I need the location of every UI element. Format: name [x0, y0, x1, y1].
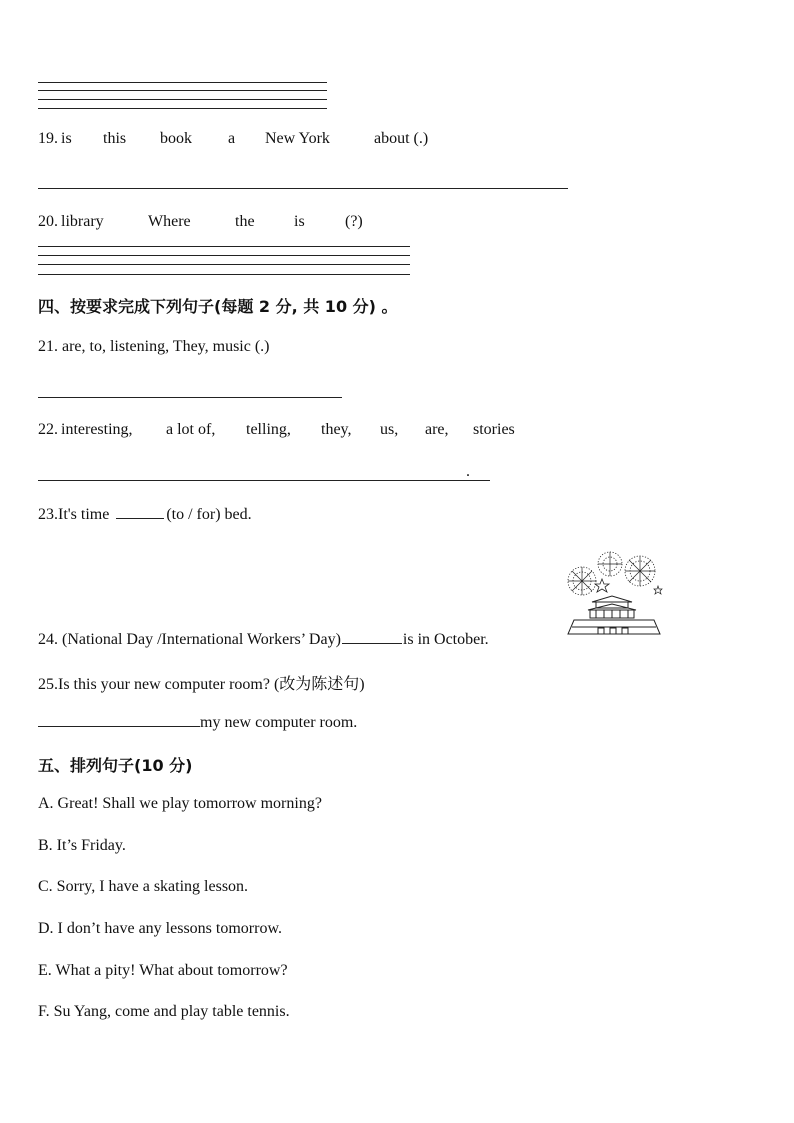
- answer-line[interactable]: [38, 274, 410, 275]
- word-chip: telling,: [246, 421, 291, 438]
- question-text: 24. (National Day /International Workers’ Day): [38, 631, 341, 648]
- word-chip: is: [294, 213, 305, 230]
- word-chip: are,: [425, 421, 449, 438]
- end-mark: .: [466, 463, 470, 480]
- option-f: F. Su Yang, come and play table tennis.: [38, 1003, 290, 1020]
- answer-line[interactable]: [38, 255, 410, 256]
- answer-25: [38, 712, 357, 732]
- word-chip: this: [103, 130, 127, 147]
- word-chip: (?): [345, 213, 363, 230]
- answer-line[interactable]: [38, 246, 410, 247]
- word-chip: book: [160, 130, 192, 147]
- word-chip: is: [61, 130, 72, 147]
- fireworks-tiananmen-picture: [562, 548, 666, 640]
- question-text: 23.It's time: [38, 506, 110, 523]
- word-chip: they,: [321, 421, 352, 438]
- answer-tail: my new computer room.: [200, 714, 358, 731]
- answer-line[interactable]: [38, 188, 568, 189]
- answer-line[interactable]: [38, 397, 342, 398]
- option-e: E. What a pity! What about tomorrow?: [38, 962, 288, 979]
- option-a: A. Great! Shall we play tomorrow morning?: [38, 795, 322, 812]
- answer-line[interactable]: [38, 264, 410, 265]
- fill-blank[interactable]: [116, 504, 164, 519]
- answer-line: [38, 82, 327, 83]
- word-chip: New York: [265, 130, 330, 147]
- word-chip: Where: [148, 213, 191, 230]
- answer-line[interactable]: [38, 480, 490, 481]
- question-number: 22.: [38, 421, 58, 438]
- question-23: [38, 504, 252, 524]
- word-chip: library: [61, 213, 104, 230]
- word-chip: us,: [380, 421, 399, 438]
- answer-line: [38, 90, 327, 91]
- question-25: 25.Is this your new computer room? (改为陈述句): [38, 676, 365, 693]
- fill-blank[interactable]: [342, 629, 402, 644]
- answer-line: [38, 99, 327, 100]
- section-4-title: 四、按要求完成下列句子(每题 2 分, 共 10 分) 。: [38, 297, 398, 316]
- word-chip: a lot of,: [166, 421, 216, 438]
- answer-line: [38, 108, 327, 109]
- question-text: is in October.: [402, 631, 489, 648]
- question-text: (to / for) bed.: [166, 506, 252, 523]
- word-chip: the: [235, 213, 255, 230]
- word-chip: about (.): [374, 130, 429, 147]
- word-chip: a: [228, 130, 236, 147]
- option-b: B. It’s Friday.: [38, 837, 126, 854]
- section-5-title: 五、排列句子(10 分): [38, 756, 193, 775]
- question-number: 20.: [38, 213, 58, 230]
- question-number: 19.: [38, 130, 58, 147]
- option-d: D. I don’t have any lessons tomorrow.: [38, 920, 282, 937]
- question-24: [38, 629, 489, 649]
- question-21: 21. are, to, listening, They, music (.): [38, 338, 270, 355]
- word-chip: interesting,: [61, 421, 133, 438]
- option-c: C. Sorry, I have a skating lesson.: [38, 878, 249, 895]
- word-chip: stories: [473, 421, 515, 438]
- fill-blank[interactable]: [38, 712, 200, 727]
